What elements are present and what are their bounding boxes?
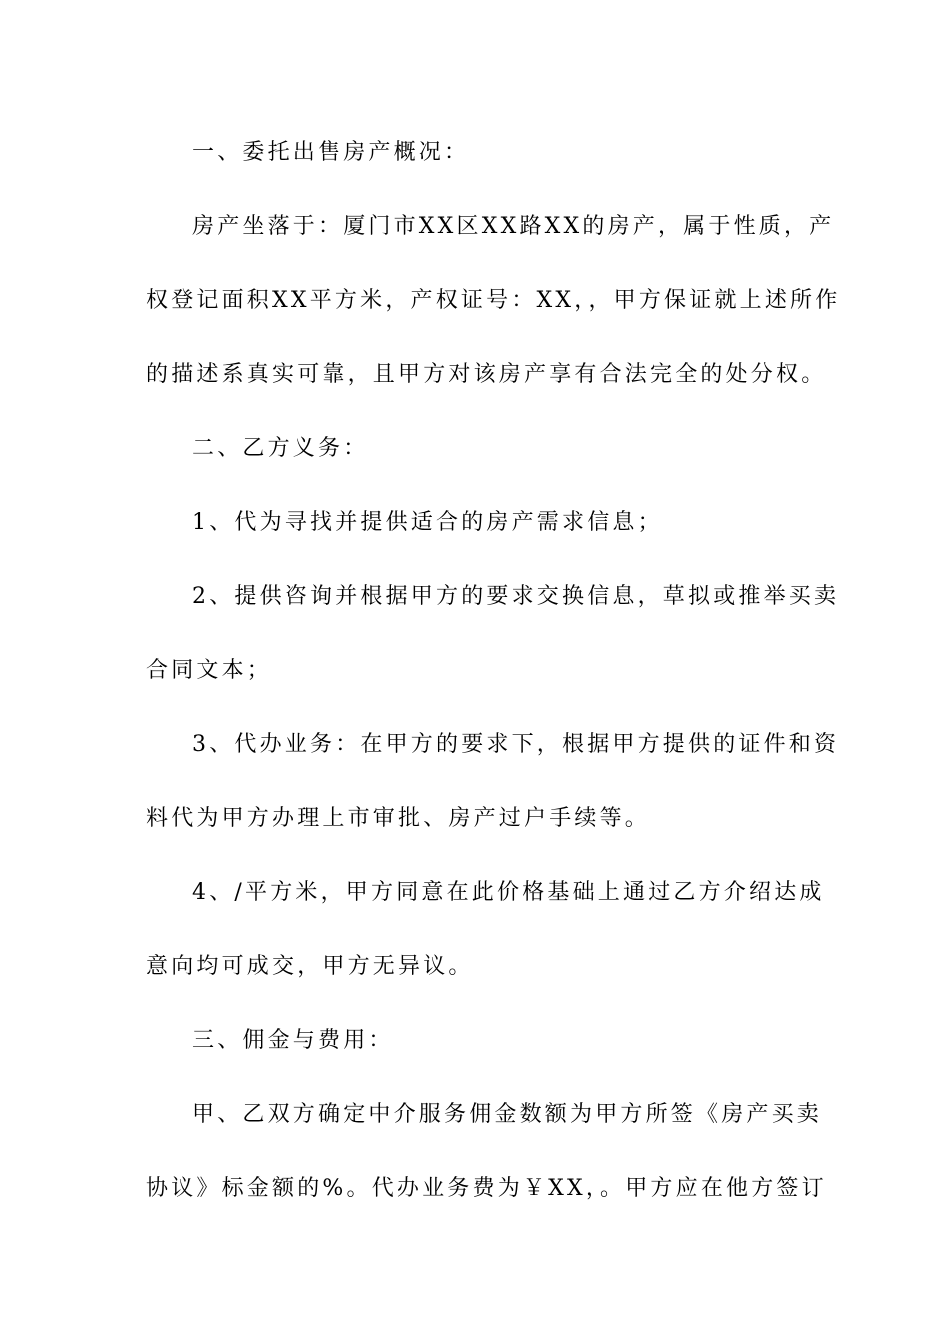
- section-heading-3: 三、佣金与费用：: [192, 1028, 394, 1053]
- section-heading-1: 一、委托出售房产概况：: [192, 140, 470, 165]
- list-item-1: 1、代为寻找并提供适合的房产需求信息；: [192, 510, 663, 535]
- paragraph-line: 权登记面积XX平方米，产权证号：XX，，甲方保证就上述所作: [146, 288, 841, 313]
- paragraph-line: 的描述系真实可靠，且甲方对该房产享有合法完全的处分权。: [146, 362, 827, 387]
- paragraph-line: 房产坐落于：厦门市XX区XX路XX的房产，属于性质，产: [192, 214, 835, 239]
- paragraph-line: 合同文本；: [146, 658, 273, 683]
- paragraph-line: 甲、乙双方确定中介服务佣金数额为甲方所签《房产买卖: [192, 1102, 823, 1127]
- list-item-4: 4、/平方米，甲方同意在此价格基础上通过乙方介绍达成: [192, 880, 825, 905]
- section-heading-2: 二、乙方义务：: [192, 436, 369, 461]
- list-item-3: 3、代办业务：在甲方的要求下，根据甲方提供的证件和资: [192, 732, 840, 757]
- paragraph-line: 料代为甲方办理上市审批、房产过户手续等。: [146, 806, 651, 831]
- list-item-2: 2、提供咨询并根据甲方的要求交换信息，草拟或推举买卖: [192, 584, 840, 609]
- paragraph-line: 协议》标金额的%。代办业务费为￥XX，。甲方应在他方签订: [146, 1176, 827, 1201]
- paragraph-line: 意向均可成交，甲方无异议。: [146, 954, 474, 979]
